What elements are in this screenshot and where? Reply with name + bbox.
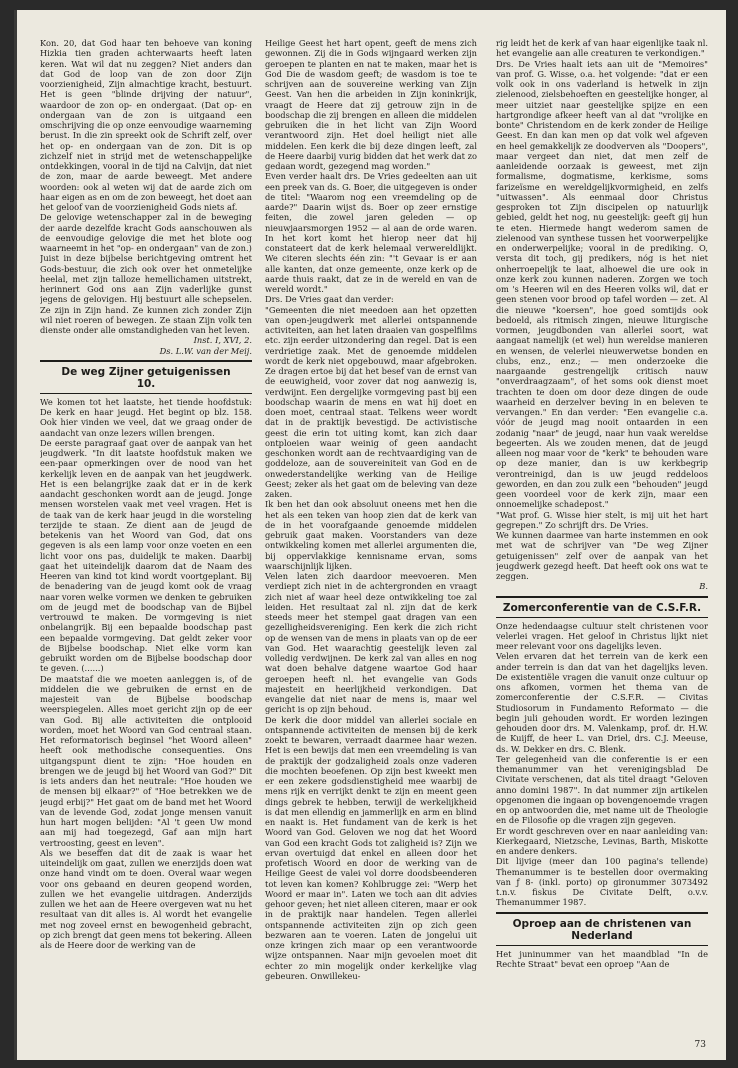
- section-heading-line: Nederland: [571, 929, 633, 942]
- section-heading-oproep: [496, 912, 708, 946]
- body-paragraph: Het juninummer van het maandblad "In de Rechte Straat" bevat een oproep "Aan de: [496, 948, 708, 969]
- body-paragraph: Ik ben het dan ook absoluut oneens met hen die het als een teken van hoop zien dat de kerk van de in het voorafgaande genoemde middelen gebruik gaat maken. Voorstanders van deze ontwikkeling komen met allerlei argumenten die, bij oppervlakkige kennisname ervan, soms waarschijnlijk lijken.: [265, 499, 477, 571]
- section-heading-number: 10.: [136, 377, 156, 390]
- body-paragraph: Als we beseffen dat dit de zaak is waar het uiteindelijk om gaat, zullen we enerzijds doen wat onze hand vindt om te doen. Overal waar wegen voor ons gebaand en deuren geopend worden, zullen we het evangelie uitdragen. Anderzijds zullen we het aan de Heere overgeven wat nu het resultaat van dit alles is. Al wordt het evangelie met nog zoveel ernst en bewogenheid gebracht, op zich brengt dat geen mens tot bekering. Alleen als de Heere door de werking van de: [40, 847, 252, 950]
- signature-reference: Inst. I, XVI, 2.: [193, 335, 252, 346]
- magazine-page: [14, 10, 726, 1060]
- body-paragraph: De eerste paragraaf gaat over de aanpak van het jeugdwerk. "In dit laatste hoofdstuk maken we een-paar opmerkingen over de nood van het kerkelijk leven en de aanpak van het jeugdwerk. Het is een belangrijke zaak dat er in de kerk aandacht geschonken wordt aan de jeugd. Jonge mensen worstelen vaak met veel vragen. Het is de taak van de kerk haar jeugd in die worsteling terzijde te staan. Ze dient aan de jeugd de betekenis van het Woord van God, dat ons gegeven is als een lamp voor onze voeten en een licht voor ons pas, duidelijk te maken. Daarbij gaat het uiteindelijk daarom dat de Naam des Heeren van kind tot kind wordt voortgeplant. Bij de benadering van de jeugd komt ook de vraag naar voren welke vormen we denken te gebruiken om de jeugd met de boodschap van de Bijbel vertrouwd te maken. De vormgeving is niet onbelangrijk. Bij een bepaalde boodschap past een bepaalde vormgeving. Dat geldt zeker voor de Bijbelse boodschap. Niet elke vorm kan gebruikt worden om de Bijbelse boodschap door te geven. (......): [40, 437, 252, 674]
- body-paragraph: De gelovige wetenschapper zal in de beweging der aarde dezelfde kracht Gods aanschouwen als de eenvoudige gelovige die met het blote oog waarneemt in het "op- en ondergaan" van de zon.): [40, 212, 252, 253]
- body-paragraph: Ter gelegenheid van die conferentie is er een themanummer van het verenigingsblad De Civitate verschenen, dat als titel draagt "Geloven anno domini 1987". In dat nummer zijn artikelen opgenomen die ingaan op bovengenoemde vragen en op antwoorden die, met name uit de Theologie en de Filosofie op die vragen zijn gegeven.: [496, 753, 708, 826]
- section-heading-zomerconferentie: [496, 596, 708, 618]
- body-paragraph: Juist in deze bijbelse berichtgeving omtrent het Gods-bestuur, die zich ook over het onmetelijke heelal, met zijn talloze hemellichamen uitstrekt, herinnert God ons aan Zijn vaderlijke gunst jegens de gelovigen. Hij bestuurt alle schepselen. Ze zijn in Zijn hand. Ze kunnen zich zonder Zijn wil niet roeren of bewegen. Ze staan Zijn volk ten dienste onder alle omstandigheden van het leven.: [40, 253, 252, 335]
- section-heading-weg-zijner: [40, 360, 252, 394]
- column-1: [40, 38, 252, 1050]
- body-paragraph: Velen laten zich daardoor meevoeren. Men verdiept zich niet in de achtergronden en vraagt zich niet af waar heel deze ontwikkeling toe zal leiden. Het resultaat zal nl. zijn dat de kerk steeds meer het stempel gaat dragen van een gezelligheidsvereniging. Een kerk die zich richt op de wensen van de mens in plaats van op de eer van God. Het waarachtig geestelijk leven zal volledig verdwijnen. De kerk zal van alles en nog wat doen behalve datgene waartoe God haar geroepen heeft nl. het evangelie van Gods majesteit en heerlijkheid verkondigen. Dat evangelie dat niet naar de mens is, maar wel gericht is op zijn behoud.: [265, 571, 477, 715]
- signature-initial: B.: [699, 581, 708, 592]
- body-paragraph: Drs. De Vries haalt iets aan uit de "Memoires" van prof. G. Wisse, o.a. het volgende: "dat er een volk ook in ons vaderland is hetwelk in zijn zielenood, zielsbehoeften en geestelijke honger, al meer uitziet naar geestelijke spijze en een hartgrondige afkeer heeft van al dat "vrolijke en bonte" Christendom en de kerk zonder de Heilige Geest. En dan kan men op dat volk wel afgeven en heel gemakkelijk ze doodverven als "Doopers", maar vergeet dan niet, dat men zelf de aanleidende oorzaak is geweest, met zijn formalisme, dogmatisme, kerkisme, soms farizeïsme en wereldgelijkvormigheid, en zelfs "uitwassen". Als eenmaal door Christus gesproken tot Zijn discipelen op natuurlijk gebied, geldt het nog, nu geestelijk: geeft gij hun te eten. Hiermede hangt wederom samen de zielenood van synthese tussen het voorwerpelijke en onderwerpelijke; vooral in de prediking. O, versta dit toch, gij predikers, nóg is het niet onherroepelijk te laat, alhoewel die ure ook in onze kerk zou kunnen naderen. Zorgen we toch om 's Heeren wil en des Heeren volks wil, dat er geen stenen voor brood op tafel worden — zet. Al die nieuwe "koersen", hoe goed somtijds ook bedoeld, als ritmisch zingen, nieuwe liturgische vormen, jeugdbonden van allerlei soort, wat aangaat namelijk (et wel) hun wereldse manieren en wensen, de velerlei nieuwerwetse bonden en clubs, enz., enz.; — men onderzoeke die naargaande gestrengelijk critisch nauw "onverdraagzaam", of het soms ook dienst moet trachten te doen om door deze dingen de oude waarheid en derzelver beving in en beleven te vervangen." En dan verder: "Een evangelie c.a. vóór de jeugd mag nooit ontaarden in een zodanig "naar" de jeugd, naar hun vaak wereldse begeerten. Als we zouden menen, dat de jeugd alleen nog maar voor de "kerk" te behouden ware op deze manier, dan is uw kerkbegrip verontreinigd, dan is uw jeugd reddeloos geworden, en dan zou zulk een "behouden" jeugd geen voordeel voor de kerk zijn, maar een onnoemelijke schadepost.": [496, 58, 708, 510]
- body-paragraph: "Gemeenten die niet meedoen aan het opzetten van open-jeugdwerk met allerlei ontspannende activiteiten, aan het laten draaien van gospelfilms etc. zijn eerder uitzondering dan regel. Dat is een verdrietige zaak. Met de genoemde middelen wordt de kerk niet opgebouwd, maar afgebroken. Ze dragen ertoe bij dat het besef van de ernst van de eeuwigheid, voor zover dat nog aanwezig is, verdwijnt. Een dergelijke vormgeving past bij een boodschap waarin de mens en wat hij doet en doen moet, centraal staat. Telkens weer wordt dat in de praktijk bevestigd. De activistische geest die erin tot uiting komt, kan zich daar ontploeien waar weinig of geen aandacht geschonken wordt aan de rechtvaardiging van de goddeloze, aan de souvereiniteit van God en de onwederstandelijke werking van de Heilige Geest; zeker als het gaat om de beleving van deze zaken.: [265, 304, 477, 499]
- body-paragraph: We komen tot het laatste, het tiende hoofdstuk: De kerk en haar jeugd. Het begint op blz. 158. Ook hier vinden we veel, dat we graag onder de aandacht van onze lezers willen brengen.: [40, 396, 252, 438]
- section-heading-line: Zomerconferentie van de C.S.F.R.: [502, 601, 702, 614]
- section-heading-line: De weg Zijner getuigenissen: [61, 365, 231, 378]
- body-paragraph: Dit lijvige (meer dan 100 pagina's tellende) Themanummer is te bestellen door overmaking van ƒ 8- (inkl. porto) op gironummer 3073492 t.n.v. fiskus De Civitate Delft, o.v.v. Themanummer 1987.: [496, 856, 708, 908]
- page-binding-edge: [14, 10, 17, 1060]
- body-paragraph: rig leidt het de kerk af van haar eigenlijke taak nl. het evangelie aan alle creaturen te verkondigen.": [496, 38, 708, 59]
- body-paragraph: Er wordt geschreven over en naar aanleiding van: Kierkegaard, Nietzsche, Levinas, Barth, Miskotte en andere denkers.: [496, 825, 708, 856]
- page-number: 73: [694, 1040, 706, 1050]
- body-paragraph: Heilige Geest het hart opent, geeft de mens zich gewonnen. Zij die in Gods wijngaard werken zijn geroepen te planten en nat te maken, maar het is God Die de wasdom geeft; de wasdom is toe te schrijven aan de souvereine werking van Zijn Geest. Van hen die arbeiden in Zijn koninkrijk, vraagt de Heere dat zij getrouw zijn in de boodschap die zij brengen en alleen die middelen gebruiken die in het licht van Zijn Woord verantwoord zijn. Het doel heiligt niet alle middelen. Een kerk die bij deze dingen leeft, zal de Heere daarbij vurig bidden dat het werk dat zo gedaan wordt, gezegend mag worden.": [265, 38, 477, 171]
- body-paragraph: Velen ervaren dat het terrein van de kerk een ander terrein is dan dat van het dagelijks leven. De existentiële vragen die vanuit onze cultuur op ons afkomen, vormen het thema van de zomerconferentie der C.S.F.R. — Civitas Studiosorum in Fundamento Reformato — die begin juli gehouden wordt. Er worden lezingen gehouden door drs. M. Valenkamp, prof. dr. H.W. de Kuijff, de heer L. van Driel, drs. C.J. Meeuse, ds. W. Dekker en drs. C. Blenk.: [496, 651, 708, 754]
- body-paragraph: Even verder haalt drs. De Vries gedeelten aan uit een preek van ds. G. Boer, die uitgegeven is onder de titel: "Waarom nog een vreemdeling op de aarde?" Daarin wijst ds. Boer op zeer ernstige feiten, die zowel jaren geleden — op nieuwjaarsmorgen 1952 — al aan de orde waren. In het kort komt het hierop neer dat hij constateert dat de kerk helemaal verwereldlijkt. We citeren slechts één zin: "'t Gevaar is er aan alle kanten, dat onze gemeente, onze kerk op de aarde thuis raakt, dat ze in de wereld en van de wereld wordt.": [265, 171, 477, 294]
- signature-author: Ds. L.W. van der Meij.: [159, 345, 252, 356]
- body-paragraph: "Wat prof. G. Wisse hier stelt, is mij uit het hart gegrepen." Zo schrijft drs. De Vries.: [496, 509, 708, 530]
- column-2: [265, 38, 477, 1050]
- body-paragraph: We kunnen daarmee van harte instemmen en ook met wat de schrijver van "De weg Zijner getuigenissen" zelf over de aanpak van het jeugdwerk gezegd heeft. Dat heeft ook ons wat te zeggen.: [496, 530, 708, 581]
- column-3: [496, 38, 708, 1038]
- body-paragraph: De kerk die door middel van allerlei sociale en ontspannende activiteiten de mensen bij de kerk zoekt te bewaren, verraadt daarmee haar wezen. Het is een bewijs dat men een vreemdeling is van de praktijk der godzaligheid zoals onze vaderen die mochten beoefenen. Op zijn best kweekt men er een zekere godsdienstigheid mee waarbij de mens rijk en verrijkt denkt te zijn en meent geen dings gebrek te hebben, terwijl de werkelijkheid is dat men ellendig en jammerlijk en arm en blind en naakt is. Het fundament van de kerk is het Woord van God. Geloven we nog dat het Woord van God een kracht Gods tot zaligheid is? Zijn we ervan overtuigd dat enkel en alleen door het profetisch Woord en door de werking van de Heilige Geest de valei vol dorre doodsbeenderen tot leven kan komen? Kohlbrugge zei: "Werp het Woord er maar in". Laten we toch aan dit advies gehoor geven; het niet alleen citeren, maar er ook in de praktijk naar handelen. Tegen allerlei ontspannende activiteiten zijn op zich geen bezwaren aan te voeren. Laten de jongelui uit onze kringen zich maar op een verantwoorde wijze ontspannen. Naar mijn gevoelen moet dit echter zo min mogelijk onder kerkelijke vlag gebeuren. Onwillekeu-: [265, 714, 477, 981]
- body-paragraph: Onze hedendaagse cultuur stelt christenen voor velerlei vragen. Het geloof in Christus lijkt niet meer relevant voor ons dagelijks leven.: [496, 620, 708, 651]
- body-paragraph: Kon. 20, dat God haar ten behoeve van koning Hizkia tien graden achterwaarts heeft laten keren. Wat wil dat nu zeggen? Niet anders dan dat God de loop van de zon door Zijn voorzienigheid, Zijn almachtige kracht, bestuurt. Het is geen "blinde drijving der natuur", waardoor de zon op- en ondergaat. (Dat op- en ondergaan van de zon is uitgaand een omschrijving die op onze eenvoudige waarneming berust. In die zin spreekt ook de Schrift zelf, over het op- en ondergaan van de zon. Dit is op zichzelf niet in strijd met de wetenschappelijke ontdekkingen, vooral in de tijd na Calvijn, dat niet de zon, maar de aarde beweegt. Met andere woorden: ook al weten wij dat de aarde zich om haar eigen as en om de zon beweegt, het doet aan het geloof van de voorzienigheid Gods niets af.: [40, 38, 252, 212]
- section-heading-line: Oproep aan de christenen van: [512, 917, 692, 930]
- body-paragraph: Drs. De Vries gaat dan verder:: [265, 294, 394, 305]
- body-paragraph: De maatstaf die we moeten aanleggen is, of de middelen die we gebruiken de ernst en de majesteit van de Bijbelse boodschap weerspiegelen. Alles moet gericht zijn op de eer van God. Bij alle activiteiten die ontplooid worden, moet het Woord van God centraal staan. Het reformatorisch beginsel "het Woord alleen" heeft ook methodische consequenties. Ons uitgangspunt dient te zijn: "Hoe houden en brengen we de jeugd bij het Woord van God?" Dit is iets anders dan het neutrale: "Hoe houden we de mensen bij elkaar?" of "Hoe betrekken we de jeugd erbij?" Het gaat om de band met het Woord van de levende God, zodat jonge mensen vanuit hun hart mogen belijden: "Al 't geen Uw mond aan mij had toegezegd, Gaf aan mijn hart vertroosting, geest en leven".: [40, 673, 252, 848]
